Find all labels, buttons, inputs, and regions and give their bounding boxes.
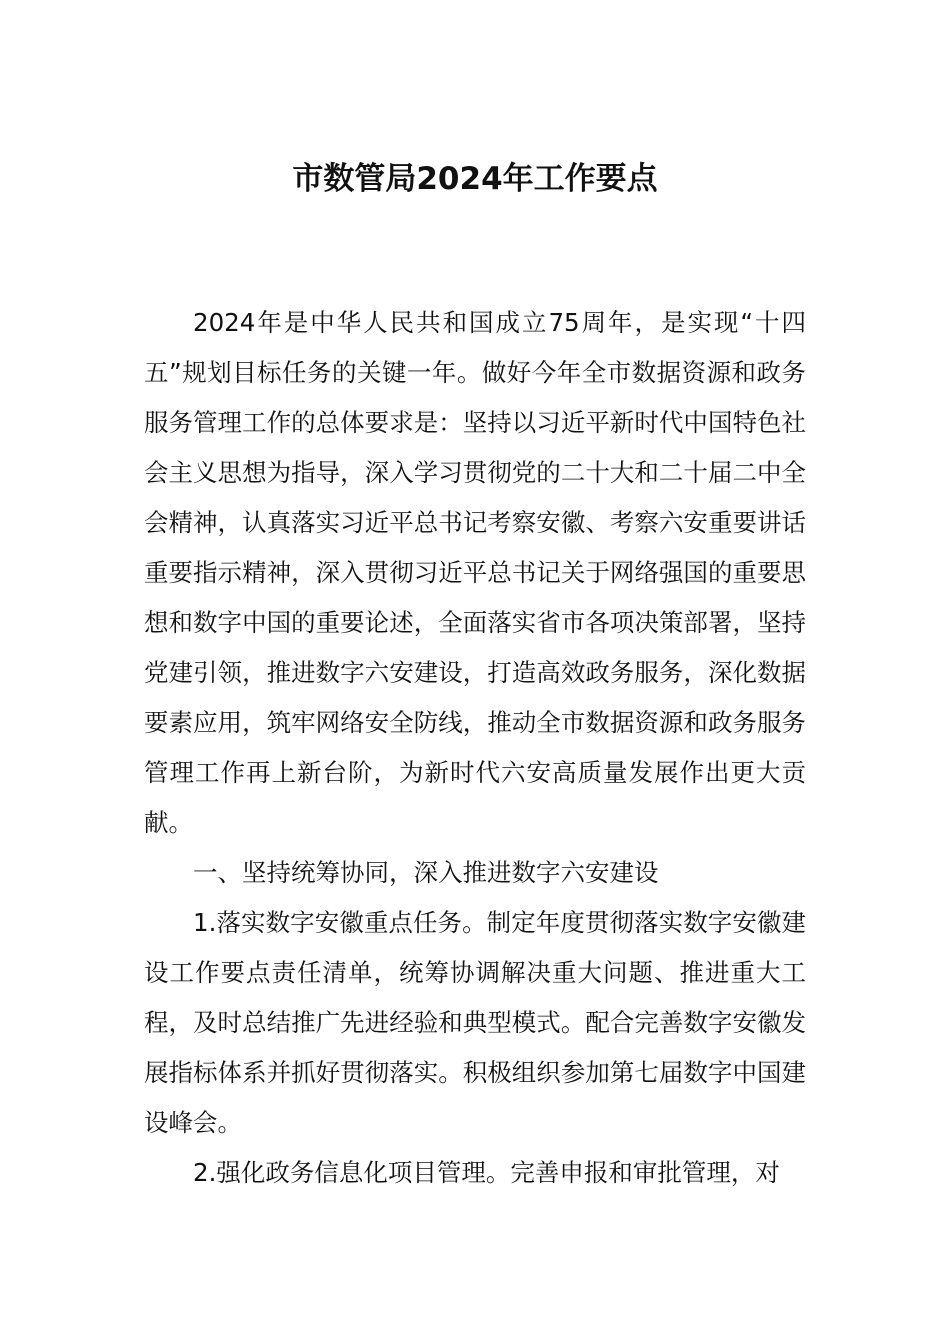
paragraph-item-2: 2.强化政务信息化项目管理。完善申报和审批管理，对 [193, 1158, 780, 1187]
document-title: 市数管局2024年工作要点 [292, 161, 658, 197]
paragraph-intro: 2024年是中华人民共和国成立75周年，是实现“十四五”规划目标任务的关键一年。做好今年全市数据资源和政务服务管理工作的总体要求是：坚持以习近平新时代中国特色社会主义思想为指导，深入学习贯彻党的二十大和二十届二中全会精神，认真落实习近平总书记考察安徽、考察六安重要讲话重要指示精神，深入贯彻习近平总书记关于网络强国的重要思想和数字中国的重要论述，全面落实省市各项决策部署，坚持党建引领，推进数字六安建设，打造高效政务服务，深化数据要素应用，筑牢网络安全防线，推动全市数据资源和政务服务管理工作再上新台阶，为新时代六安高质量发展作出更大贡献。 [144, 308, 806, 837]
section-heading-1: 一、坚持统筹协同，深入推进数字六安建设 [193, 858, 659, 887]
document-body [144, 298, 806, 1198]
paragraph-item-1: 1.落实数字安徽重点任务。制定年度贯彻落实数字安徽建设工作要点责任清单，统筹协调解决重大问题、推进重大工程，及时总结推广先进经验和典型模式。配合完善数字安徽发展指标体系并抓好贯彻落实。积极组织参加第七届数字中国建设峰会。 [144, 908, 806, 1137]
